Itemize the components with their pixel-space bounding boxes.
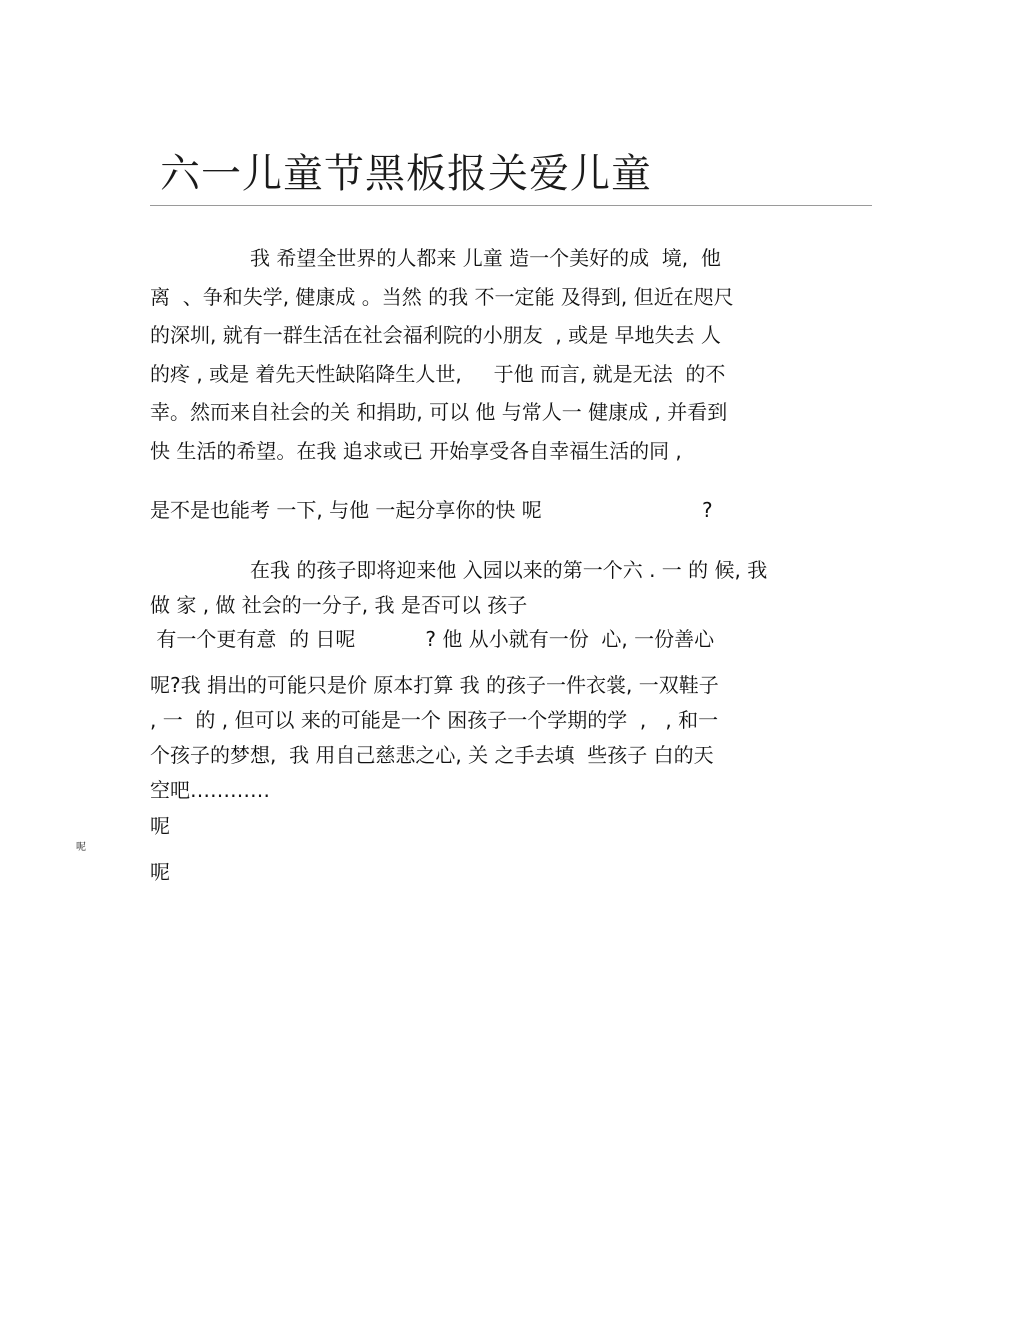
paragraph-2-line: 做 家 , 做 社会的一分子, 我 是否可以 孩子 bbox=[150, 593, 528, 617]
title-divider bbox=[150, 205, 872, 206]
paragraph-1-line: 离 、争和失学, 健康成 。当然 的我 不一定能 及得到, 但近在咫尺 bbox=[150, 285, 734, 309]
paragraph-1-line: 的疼 , 或是 着先天性缺陷降生人世, 于他 而言, 就是无法 的不 bbox=[150, 362, 726, 386]
question-line: 是不是也能考 一下, 与他 一起分享你的快 呢 bbox=[150, 498, 542, 522]
document-title: 六一儿童节黑板报关爱儿童 bbox=[160, 151, 652, 197]
question-mark: ? bbox=[702, 498, 713, 522]
paragraph-2-line: 在我 的孩子即将迎来他 入园以来的第一个六 . 一 的 候, 我 bbox=[250, 558, 768, 582]
trailing-fragment: 呢 bbox=[150, 860, 170, 884]
paragraph-2-line: 有一个更有意 的 日呢 ? 他 从小就有一份 心, 一份善心 bbox=[150, 627, 715, 651]
paragraph-1-line: 的深圳, 就有一群生活在社会福利院的小朋友 , 或是 早地失去 人 bbox=[150, 323, 721, 347]
paragraph-3-line: 个孩子的梦想, 我 用自己慈悲之心, 关 之手去填 些孩子 白的天 bbox=[150, 743, 714, 767]
paragraph-1-line: 我 希望全世界的人都来 儿童 造一个美好的成 境, 他 bbox=[250, 246, 721, 270]
paragraph-1-line: 快 生活的希望。在我 追求或已 开始享受各自幸福生活的同 , bbox=[150, 439, 682, 463]
paragraph-3-line: 呢?我 捐出的可能只是价 原本打算 我 的孩子一件衣裳, 一双鞋子 bbox=[150, 673, 719, 697]
trailing-fragment: 呢 bbox=[150, 814, 170, 838]
margin-note: 呢 bbox=[76, 842, 86, 853]
paragraph-1-line: 幸。然而来自社会的关 和捐助, 可以 他 与常人一 健康成 , 并看到 bbox=[150, 400, 728, 424]
paragraph-3-line: , 一 的 , 但可以 来的可能是一个 困孩子一个学期的学 , , 和一 bbox=[150, 708, 719, 732]
paragraph-3-line: 空吧………… bbox=[150, 778, 270, 802]
